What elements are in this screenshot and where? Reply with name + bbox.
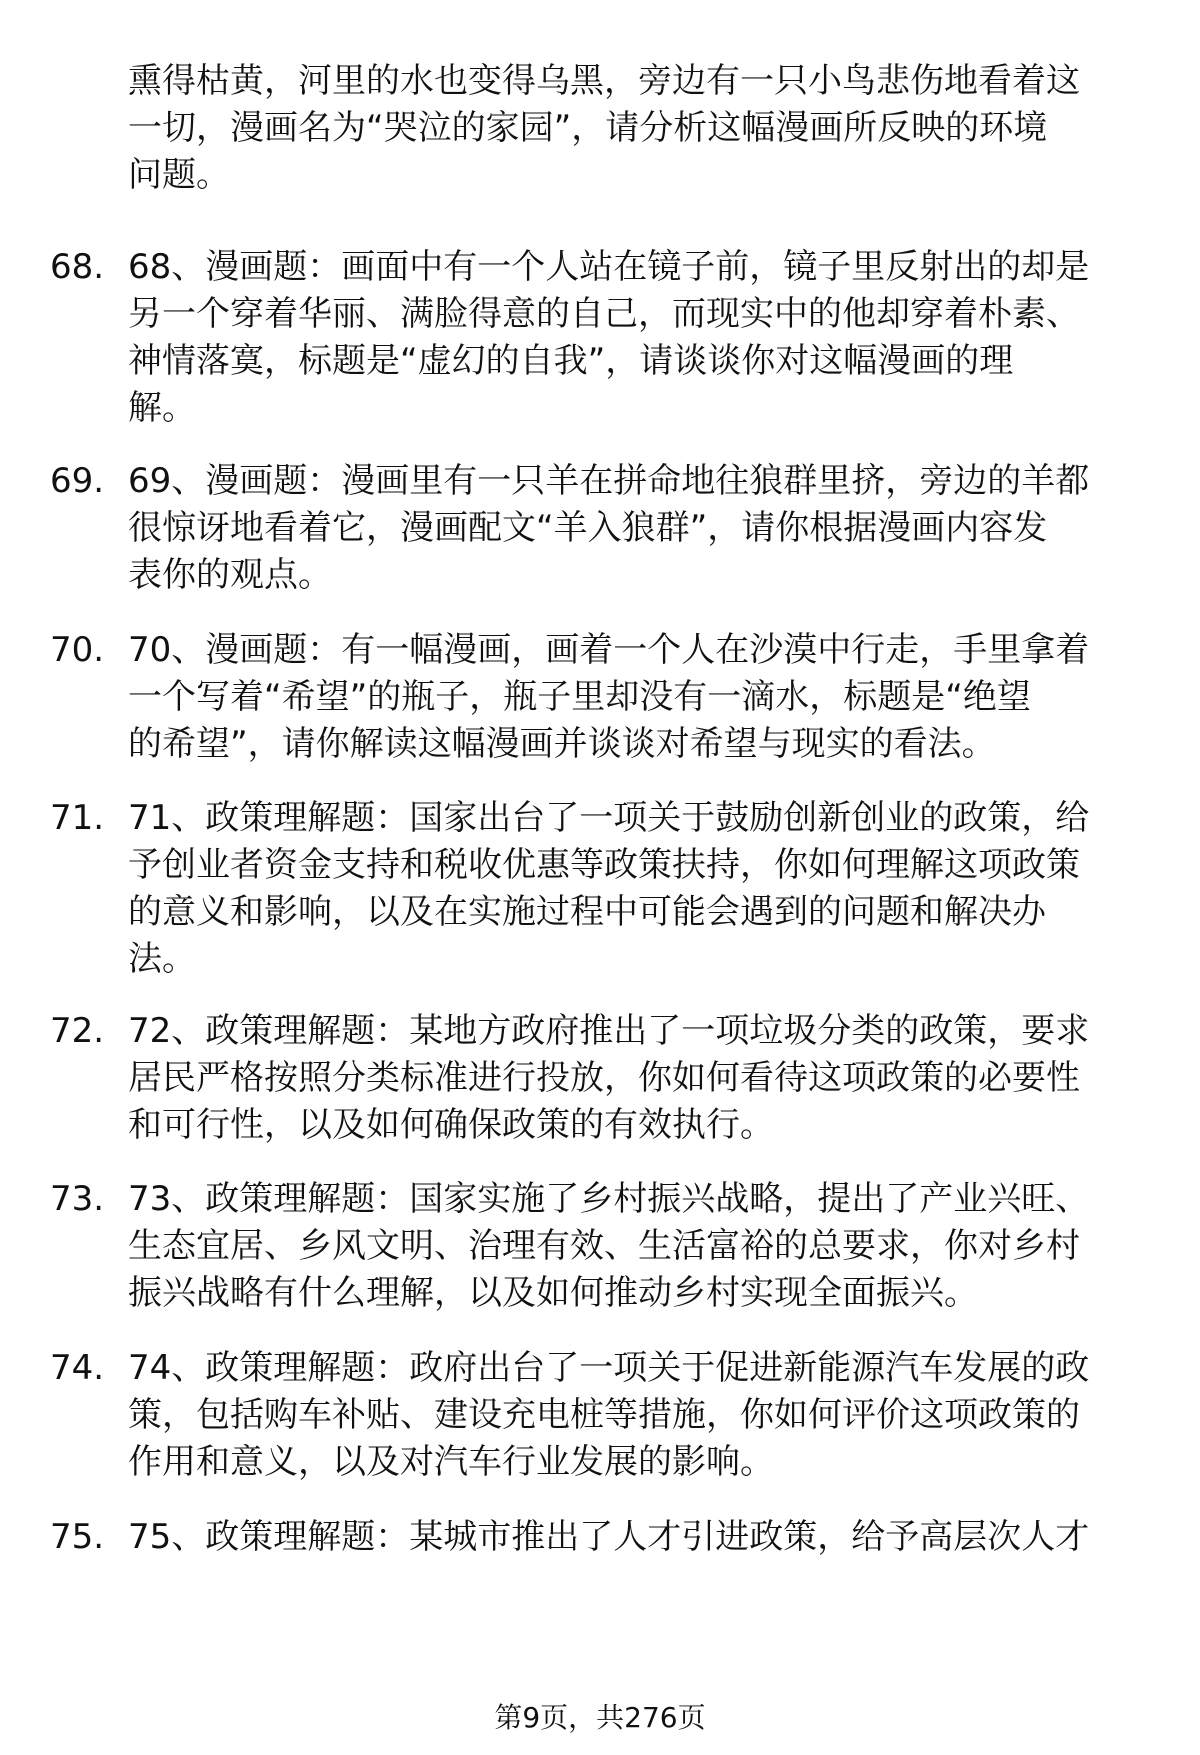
item-text: 72、政策理解题：某地方政府推出了一项垃圾分类的政策，要求 居民严格按照分类标准进行投放，你如何看待这项政策的必要性 和可行性，以及如何确保政策的有效执行。 (128, 1011, 1090, 1145)
item-number: 68. (50, 247, 105, 287)
item-number: 72. (50, 1011, 105, 1051)
page-footer: 第9页，共276页 (494, 1701, 706, 1734)
item-text: 74、政策理解题：政府出台了一项关于促进新能源汽车发展的政 策，包括购车补贴、建设充电桩等措施，你如何评价这项政策的 作用和意义，以及对汽车行业发展的影响。 (128, 1348, 1090, 1482)
item-text: 69、漫画题：漫画里有一只羊在拼命地往狼群里挤，旁边的羊都 很惊讶地看着它，漫画配文“羊入狼群”，请你根据漫画内容发 表你的观点。 (128, 461, 1090, 595)
item-number: 70. (50, 630, 105, 670)
item-text: 71、政策理解题：国家出台了一项关于鼓励创新创业的政策，给 予创业者资金支持和税收优惠等政策扶持，你如何理解这项政策 的意义和影响，以及在实施过程中可能会遇到的问题和解决办 法。 (128, 798, 1090, 979)
item-number: 69. (50, 461, 105, 501)
item-number: 74. (50, 1348, 105, 1388)
item-text: 73、政策理解题：国家实施了乡村振兴战略，提出了产业兴旺、 生态宜居、乡风文明、治理有效、生活富裕的总要求，你对乡村 振兴战略有什么理解，以及如何推动乡村实现全面振兴。 (128, 1179, 1090, 1313)
item-text: 70、漫画题：有一幅漫画，画着一个人在沙漠中行走，手里拿着 一个写着“希望”的瓶子，瓶子里却没有一滴水，标题是“绝望 的希望”，请你解读这幅漫画并谈谈对希望与现实的看法。 (128, 630, 1090, 764)
continued-question-text: 熏得枯黄，河里的水也变得乌黑，旁边有一只小鸟悲伤地看着这 一切，漫画名为“哭泣的家园”，请分析这幅漫画所反映的环境 问题。 (128, 61, 1080, 195)
item-text: 75、政策理解题：某城市推出了人才引进政策，给予高层次人才 (128, 1517, 1090, 1557)
item-number: 71. (50, 798, 105, 838)
item-number: 75. (50, 1517, 105, 1557)
item-number: 73. (50, 1179, 105, 1219)
item-text: 68、漫画题：画面中有一个人站在镜子前，镜子里反射出的却是 另一个穿着华丽、满脸得意的自己，而现实中的他却穿着朴素、 神情落寞，标题是“虚幻的自我”，请谈谈你对这幅漫画的理 解。 (128, 247, 1090, 428)
